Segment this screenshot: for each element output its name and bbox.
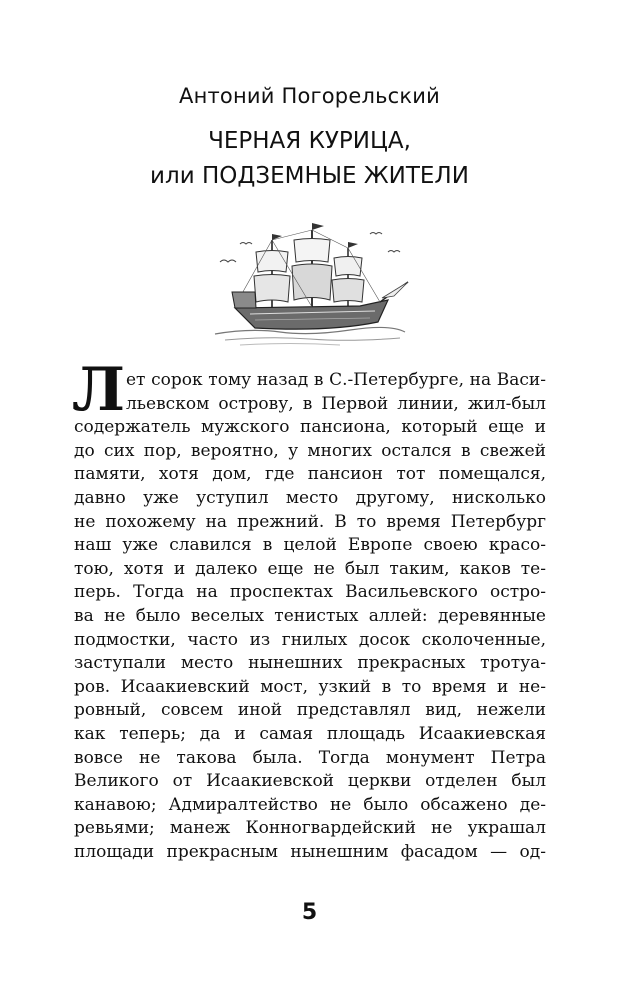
text-line: ва не было веселых тенистых аллей: деревянные: [74, 605, 546, 626]
story-paragraph: [74, 369, 546, 864]
text-line: ревьями; манеж Конногвардейский не украшал: [74, 818, 546, 839]
text-line: подмостки, часто из гнилых досок сколоченные,: [74, 629, 546, 650]
text-line: наш уже славился в целой Европе своею красо-: [74, 535, 546, 556]
text-line: перь. Тогда на проспектах Васильевского остро-: [74, 582, 546, 603]
text-line: до сих пор, вероятно, у многих остался в свежей: [74, 440, 546, 461]
text-line: содержатель мужского пансиона, который еще и: [74, 417, 546, 438]
page-number: 5: [301, 900, 318, 925]
text-line: Великого от Исаакиевской церкви отделен был: [74, 771, 546, 792]
text-line: площади прекрасным нынешним фасадом — од-: [74, 841, 546, 862]
text-line: вовсе не такова была. Тогда монумент Петра: [74, 747, 546, 768]
story-title: [0, 124, 619, 194]
text-line: не похожему на прежний. В то время Петербург: [74, 511, 546, 532]
text-line: ровный, совсем иной представлял вид, нежели: [74, 700, 546, 721]
drop-cap-letter: Л: [72, 355, 126, 425]
text-line: ров. Исаакиевский мост, узкий в то время и не-: [74, 676, 546, 697]
text-line: ет сорок тому назад в С.-Петербурге, на Васи-: [126, 370, 546, 390]
text-line: заступали место нынешних прекрасных тротуа-: [74, 653, 546, 674]
text-line: канавою; Адмиралтейство не было обсажено де-: [74, 794, 546, 815]
story-title-line-1: ЧЕРНАЯ КУРИЦА,: [208, 128, 411, 154]
text-line: как теперь; да и самая площадь Исаакиевская: [74, 723, 546, 744]
text-line: тою, хотя и далеко еще не был таким, каков те-: [74, 558, 546, 579]
text-line: льевском острову, в Первой линии, жил-был: [126, 393, 546, 414]
author-name: Антоний Погорельский: [179, 84, 440, 108]
sailing-ship-icon: [210, 222, 410, 354]
text-line: памяти, хотя дом, где пансион тот помещался,: [74, 464, 546, 485]
story-title-line-2: или ПОДЗЕМНЫЕ ЖИТЕЛИ: [150, 163, 469, 189]
text-line: давно уже уступил место другому, нисколько: [74, 487, 546, 508]
